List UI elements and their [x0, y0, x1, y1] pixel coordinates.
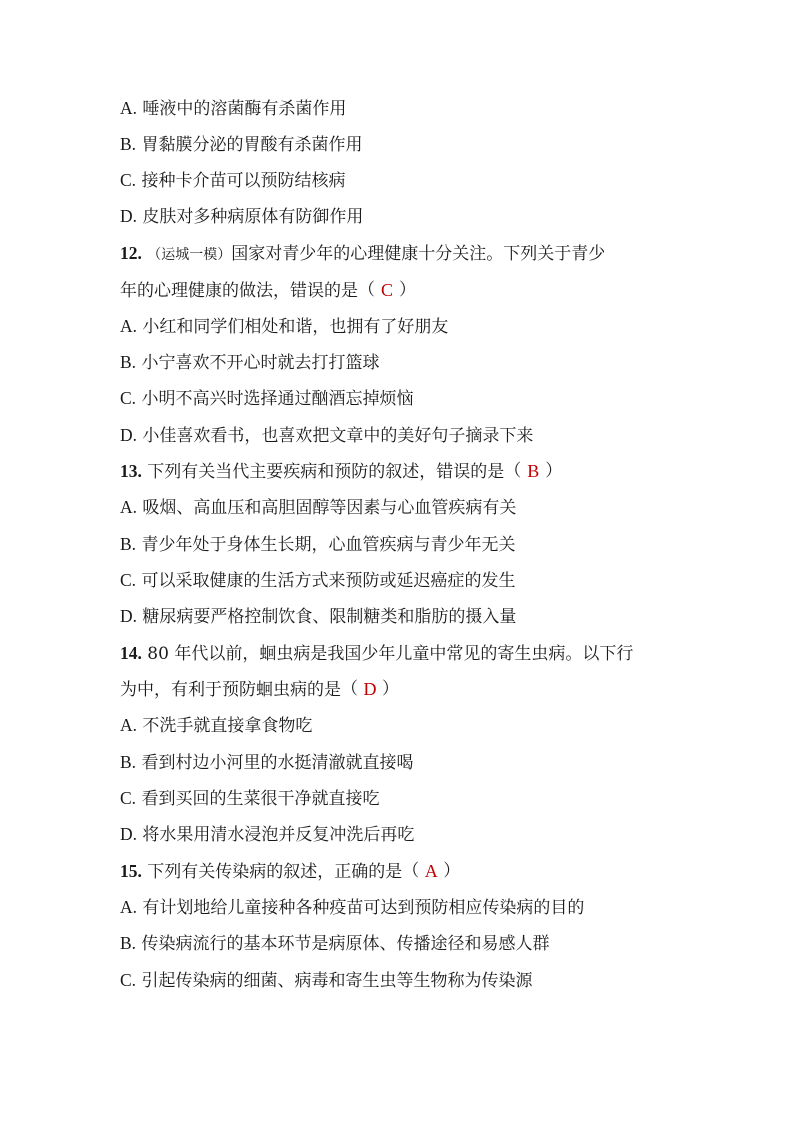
q12-answer-paren: （ C ） [358, 280, 416, 300]
q13-option-d: D. 糖尿病要严格控制饮食、限制糖类和脂肪的摄入量 [120, 606, 517, 627]
q11-option-d: D. 皮肤对多种病原体有防御作用 [120, 206, 364, 227]
q15-stem: 15. 下列有关传染病的叙述，正确的是 （ A ） [120, 857, 460, 885]
q12-source: （运城一模） [147, 247, 232, 263]
q12-stem-cont: 年的心理健康的做法，错误的是 （ C ） [120, 276, 416, 304]
q14-stem-cont: 为中，有利于预防蛔虫病的是 （ D ） [120, 675, 399, 703]
q12-stem: 12. （运城一模）国家对青少年的心理健康十分关注。下列关于青少 [120, 243, 606, 264]
q12-option-c: C. 小明不高兴时选择通过酗酒忘掉烦恼 [120, 388, 414, 409]
q11-option-b: B. 胃黏膜分泌的胃酸有杀菌作用 [120, 134, 363, 155]
q15-answer: A [424, 861, 438, 881]
q13-option-a: A. 吸烟、高血压和高胆固醇等因素与心血管疾病有关 [120, 497, 517, 518]
q14-stem: 14. 80 年代以前，蛔虫病是我国少年儿童中常见的寄生虫病。以下行 [120, 643, 634, 664]
q12-option-b: B. 小宁喜欢不开心时就去打打篮球 [120, 352, 380, 373]
q14-option-b: B. 看到村边小河里的水挺清澈就直接喝 [120, 752, 414, 773]
q12-answer: C [380, 280, 393, 300]
q15-option-a: A. 有计划地给儿童接种各种疫苗可达到预防相应传染病的目的 [120, 897, 585, 918]
q11-option-c: C. 接种卡介苗可以预防结核病 [120, 170, 346, 191]
q13-answer: B [527, 461, 540, 481]
q12-option-d: D. 小佳喜欢看书，也喜欢把文章中的美好句子摘录下来 [120, 425, 534, 446]
q13-stem: 13. 下列有关当代主要疾病和预防的叙述，错误的是 （ B ） [120, 457, 562, 485]
q13-option-b: B. 青少年处于身体生长期，心血管疾病与青少年无关 [120, 534, 516, 555]
q15-option-c: C. 引起传染病的细菌、病毒和寄生虫等生物称为传染源 [120, 970, 533, 991]
q14-option-c: C. 看到买回的生菜很干净就直接吃 [120, 788, 380, 809]
q11-option-a: A. 唾液中的溶菌酶有杀菌作用 [120, 98, 347, 119]
q15-option-b: B. 传染病流行的基本环节是病原体、传播途径和易感人群 [120, 933, 550, 954]
q13-answer-paren: （ B ） [504, 461, 563, 481]
q12-option-a: A. 小红和同学们相处和谐，也拥有了好朋友 [120, 316, 449, 337]
q14-answer: D [363, 679, 377, 699]
q14-option-a: A. 不洗手就直接拿食物吃 [120, 715, 313, 736]
q14-option-d: D. 将水果用清水浸泡并反复冲洗后再吃 [120, 824, 415, 845]
q15-answer-paren: （ A ） [402, 861, 461, 881]
q14-answer-paren: （ D ） [341, 679, 399, 699]
q13-option-c: C. 可以采取健康的生活方式来预防或延迟癌症的发生 [120, 570, 516, 591]
